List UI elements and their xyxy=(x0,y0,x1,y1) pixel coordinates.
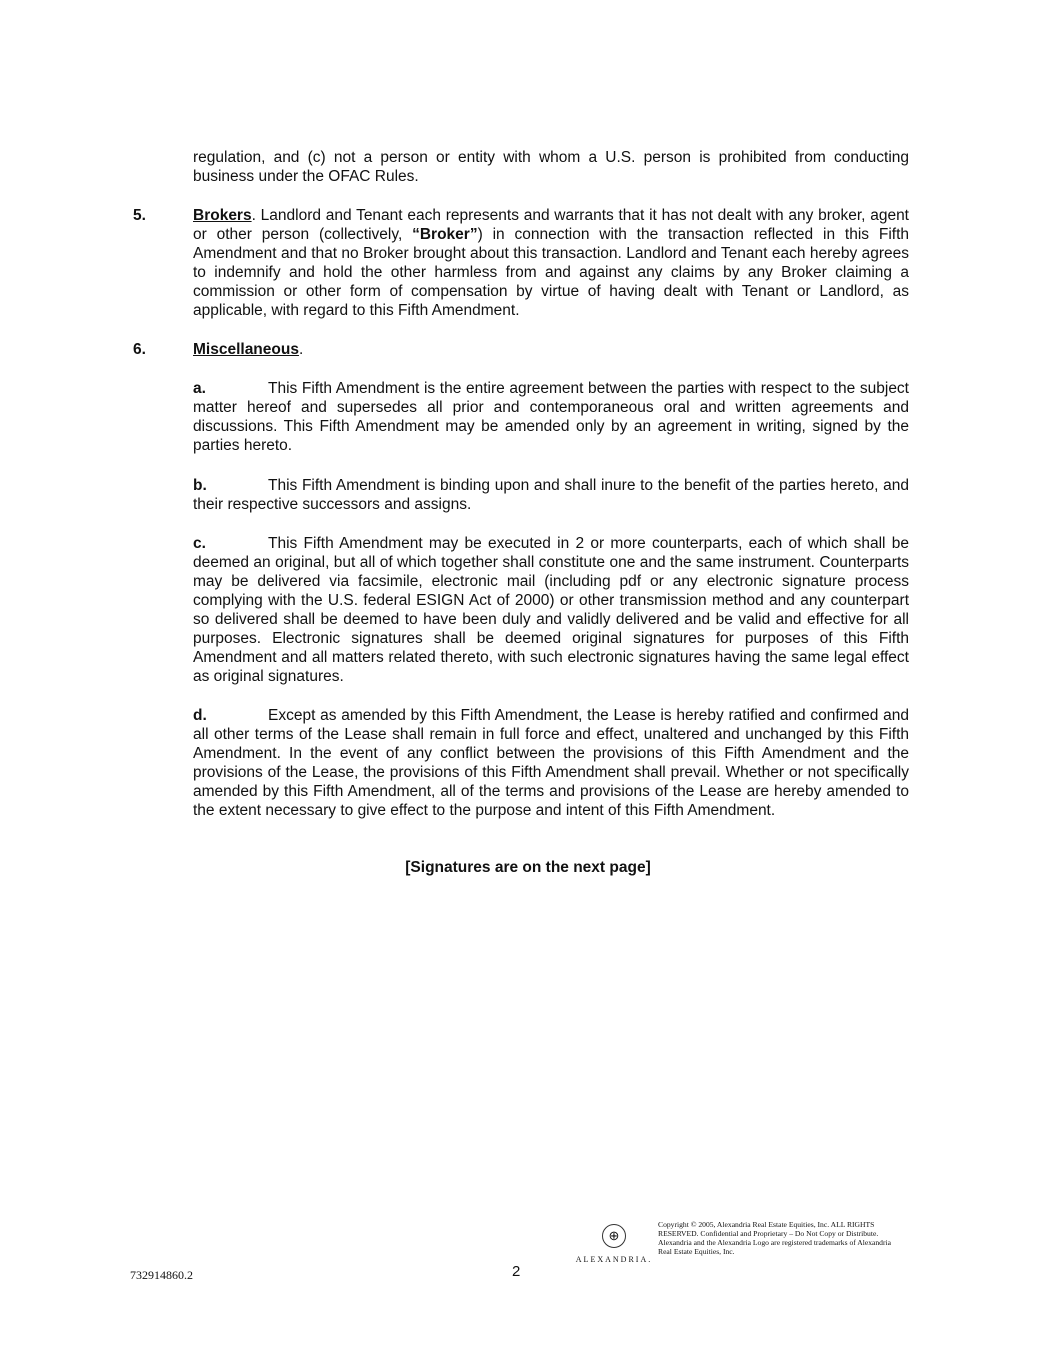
copyright-notice: Copyright © 2005, Alexandria Real Estate Equities, Inc. ALL RIGHTS RESERVED. Confidential and Proprietary – Do Not Copy or Distribute. Alexandria and the Alexandria Logo are registered trademarks of Alexandria Real Estate Equities, Inc. xyxy=(658,1220,891,1256)
section-5-text-a: . Landlord and Tenant each represents and warrants that it has not dealt with any broker, agent or other person (collectively, xyxy=(193,207,909,243)
page-number: 2 xyxy=(512,1263,521,1280)
subsection-a-label: a. xyxy=(193,380,206,397)
section-5-heading: Brokers xyxy=(193,207,252,224)
continuation-text: regulation, and (c) not a person or entity with whom a U.S. person is prohibited from conducting business under the OFAC Rules. xyxy=(193,149,909,185)
broker-term: “Broker” xyxy=(412,226,478,243)
subsection-b xyxy=(193,476,909,514)
subsection-d xyxy=(193,706,909,820)
subsection-c xyxy=(193,534,909,686)
subsection-b-label: b. xyxy=(193,477,207,494)
section-6-number: 6. xyxy=(133,341,146,358)
continuation-paragraph xyxy=(193,148,909,186)
signature-note: [Signatures are on the next page] xyxy=(405,859,651,876)
section-6-heading-tail: . xyxy=(298,341,304,358)
subsection-a-text: This Fifth Amendment is the entire agreement between the parties with respect to the subject matter hereof and supersedes all prior and contemporaneous oral and written agreements and discussions. This Fifth Amendment may be amended only by an agreement in writing, signed by the parties hereto. xyxy=(193,380,909,454)
subsection-b-text: This Fifth Amendment is binding upon and shall inure to the benefit of the parties hereto, and their respective successors and assigns. xyxy=(193,477,909,513)
alexandria-logo xyxy=(574,1224,654,1269)
section-5-paragraph xyxy=(193,206,909,320)
subsection-d-label: d. xyxy=(193,707,207,724)
document-id: 732914860.2 xyxy=(130,1268,193,1282)
subsection-d-text: Except as amended by this Fifth Amendment, the Lease is hereby ratified and confirmed and all other terms of the Lease shall remain in full force and effect, unaltered and unchanged by this Fifth Amendment. In the event of any conflict between the provisions of this Fifth Amendment and the provisions of the Lease, the provisions of this Fifth Amendment shall prevail. Whether or not specifically amended by this Fifth Amendment, all of the terms and provisions of the Lease are hereby amended to the extent necessary to give effect to the purpose and intent of this Fifth Amendment. xyxy=(193,707,909,819)
subsection-c-label: c. xyxy=(193,535,206,552)
section-6-heading: Miscellaneous xyxy=(193,341,299,358)
logo-text: ALEXANDRIA. xyxy=(575,1255,653,1264)
section-6-heading-line xyxy=(193,340,909,359)
section-5-text-b: ) in connection with the transaction reflected in this Fifth Amendment and that no Broker brought about this transaction. Landlord and Tenant each hereby agrees to indemnify and hold the other harmless from and against any claims by any Broker claiming a commission or other form of compensation by virtue of having dealt with Tenant or Landlord, as applicable, with regard to this Fifth Amendment. xyxy=(193,226,909,319)
section-5-number: 5. xyxy=(133,207,146,224)
subsection-a xyxy=(193,379,909,455)
alexandria-logo-icon: ⊕ xyxy=(602,1224,626,1248)
subsection-c-text: This Fifth Amendment may be executed in 2 or more counterparts, each of which shall be deemed an original, but all of which together shall constitute one and the same instrument. Counterparts may be delivered via facsimile, electronic mail (including pdf or any electronic signature process complying with the U.S. federal ESIGN Act of 2000) or other transmission method and any counterpart so delivered shall be deemed to have been duly and validly delivered and be valid and effective for all purposes. Electronic signatures shall be deemed original signatures for purposes of this Fifth Amendment and all matters related thereto, with such electronic signatures having the same legal effect as original signatures. xyxy=(193,535,909,685)
